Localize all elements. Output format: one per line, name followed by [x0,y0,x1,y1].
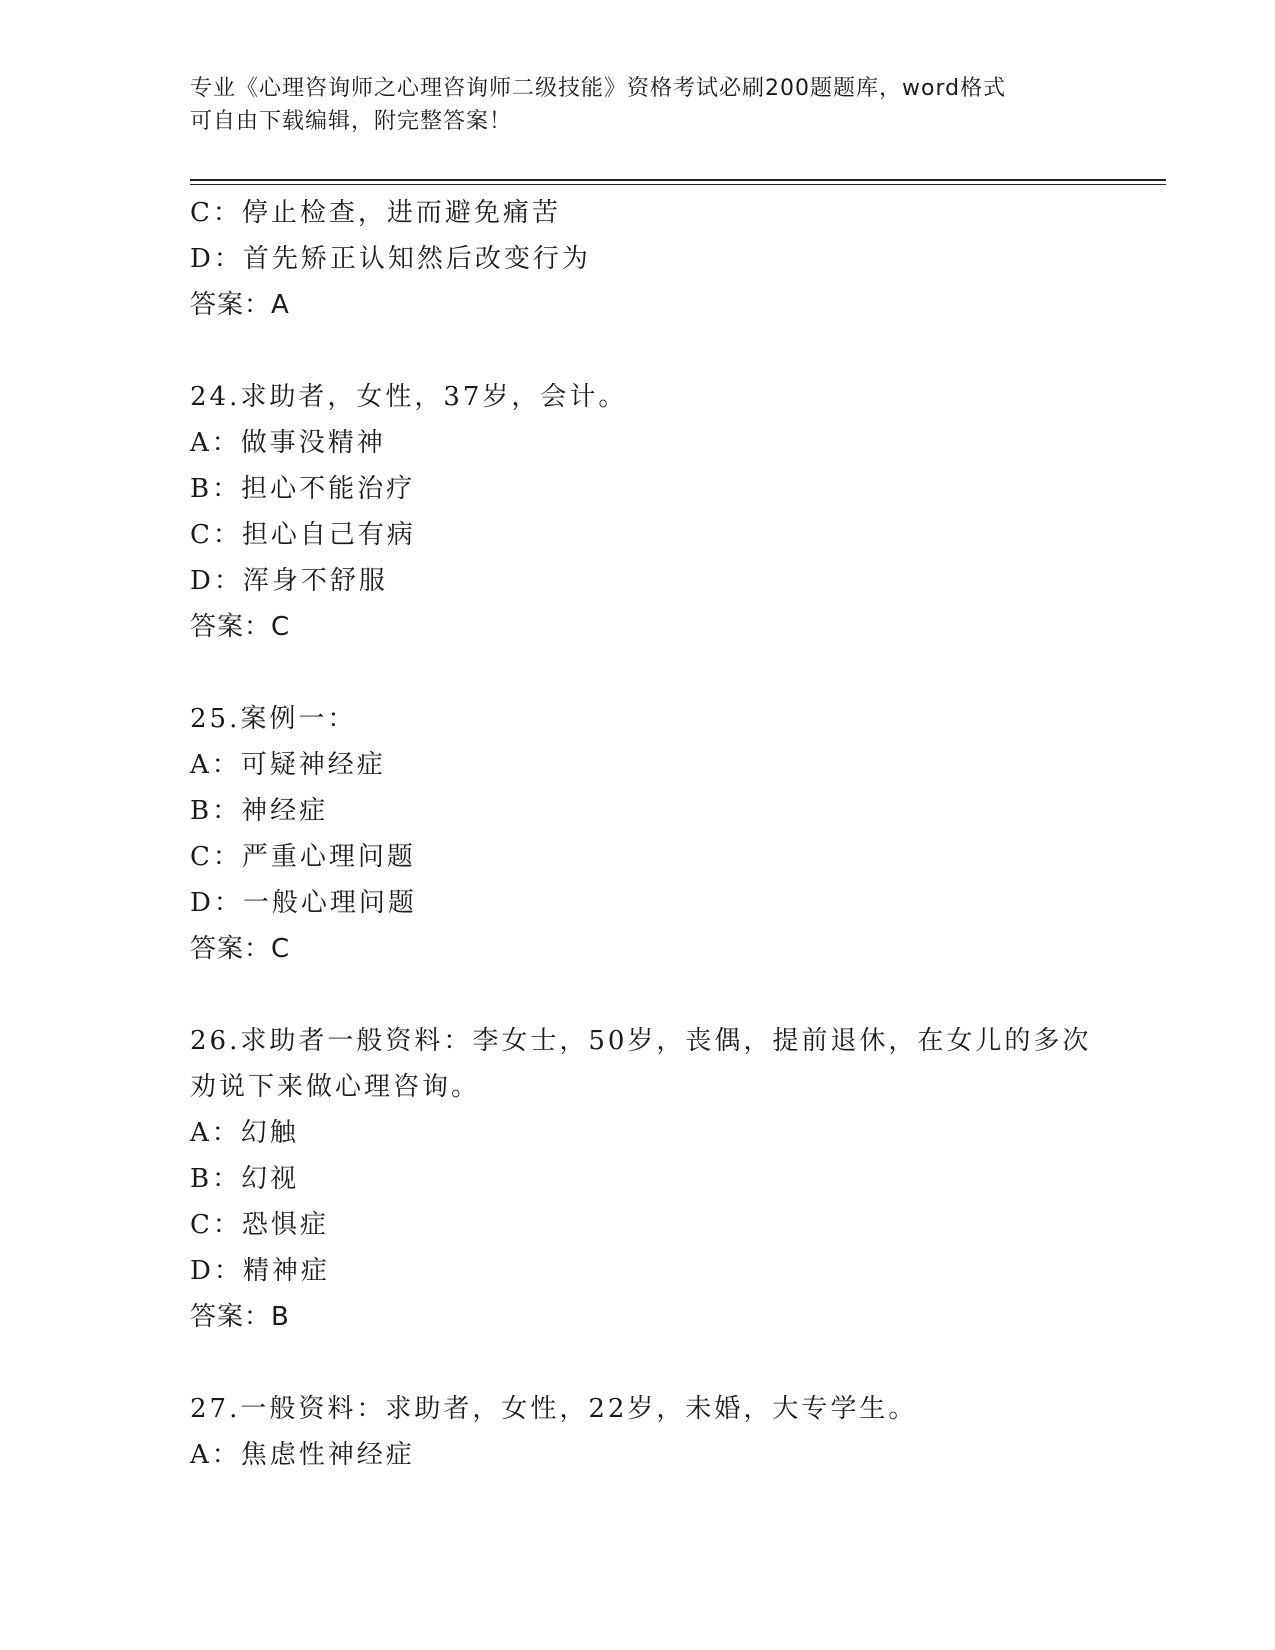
answer-line: 答案：B [190,1302,290,1332]
header-rule-thin [190,184,1166,185]
option-c: C：严重心理问题 [190,842,416,872]
option-a: A：可疑神经症 [190,750,386,780]
question-stem: 25.案例一： [190,704,357,734]
option-d: D：首先矫正认知然后改变行为 [190,244,591,274]
option-c: C：担心自己有病 [190,520,416,550]
question-stem: 26.求助者一般资料：李女士，50岁，丧偶，提前退休，在女儿的多次 [190,1026,1092,1056]
header-rule-thick [190,179,1166,181]
option-a: A：焦虑性神经症 [190,1440,415,1470]
question-stem: 24.求助者，女性，37岁，会计。 [190,382,628,412]
question-23-tail [190,190,1090,328]
option-d: D：精神症 [190,1256,330,1286]
question-24 [190,374,1090,650]
answer-line: 答案：C [190,612,291,642]
option-a: A：做事没精神 [190,428,386,458]
option-c: C：恐惧症 [190,1210,329,1240]
question-27 [190,1386,1090,1478]
question-stem: 27.一般资料：求助者，女性，22岁，未婚，大专学生。 [190,1394,918,1424]
spacer [190,650,1090,696]
option-b: B：担心不能治疗 [190,474,416,504]
question-list [190,190,1090,1478]
question-26 [190,1018,1090,1340]
option-b: B：神经症 [190,796,329,826]
option-d: D：浑身不舒服 [190,566,388,596]
option-d: D：一般心理问题 [190,888,417,918]
header-line-1: 专业《心理咨询师之心理咨询师二级技能》资格考试必刷200题题库，word格式 [190,76,1007,101]
question-stem-continued: 劝说下来做心理咨询。 [190,1072,481,1102]
question-25 [190,696,1090,972]
header-line-2: 可自由下载编辑，附完整答案！ [190,109,513,134]
document-header [190,72,1090,138]
spacer [190,328,1090,374]
option-b: B：幻视 [190,1164,300,1194]
answer-line: 答案：A [190,290,290,320]
option-a: A：幻触 [190,1118,299,1148]
option-c: C：停止检查，进而避免痛苦 [190,198,561,228]
spacer [190,972,1090,1018]
answer-line: 答案：C [190,934,291,964]
spacer [190,1340,1090,1386]
